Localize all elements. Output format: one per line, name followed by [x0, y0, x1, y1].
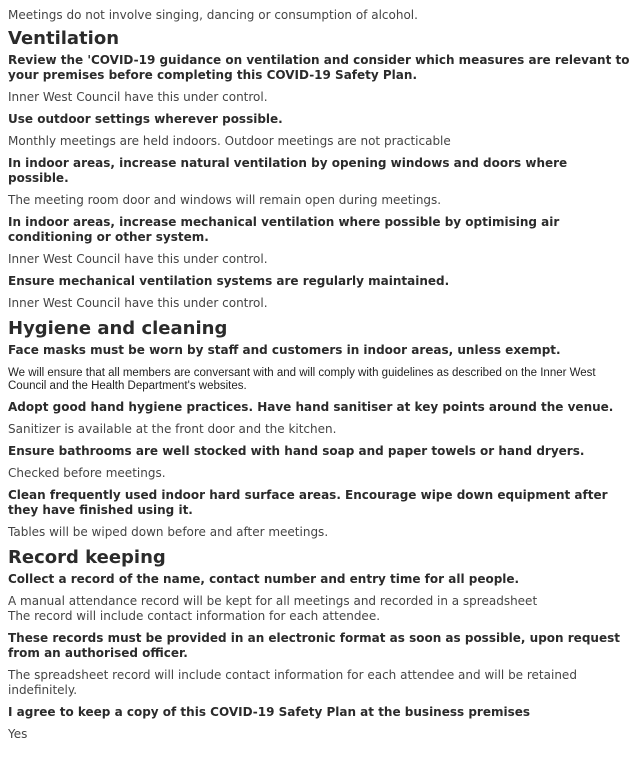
question: These records must be provided in an electronic format as soon as possible, upon request from an authorised officer.	[8, 631, 620, 660]
question: Adopt good hand hygiene practices. Have hand sanitiser at key points around the venue.	[8, 400, 614, 414]
section-title-hygiene: Hygiene and cleaning	[8, 318, 228, 339]
answer-line: A manual attendance record will be kept for all meetings and recorded in a spreadsheet	[8, 594, 538, 608]
answer	[8, 466, 630, 481]
question: Use outdoor settings wherever possible.	[8, 112, 283, 126]
question: Collect a record of the name, contact number and entry time for all people.	[8, 572, 520, 586]
answer	[8, 296, 630, 311]
question: Face masks must be worn by staff and customers in indoor areas, unless exempt.	[8, 343, 561, 357]
question: In indoor areas, increase natural ventilation by opening windows and doors where possible.	[8, 156, 568, 185]
answer-line: The meeting room door and windows will remain open during meetings.	[8, 193, 442, 207]
answer	[8, 90, 630, 105]
question: Ensure bathrooms are well stocked with hand soap and paper towels or hand dryers.	[8, 444, 585, 458]
answer-line: Sanitizer is available at the front door and the kitchen.	[8, 422, 337, 436]
answer-line: Inner West Council have this under control.	[8, 296, 268, 310]
answer-line: The record will include contact information for each attendee.	[8, 609, 381, 623]
question: I agree to keep a copy of this COVID-19 Safety Plan at the business premises	[8, 705, 531, 719]
answer	[8, 525, 630, 540]
answer-line: Yes	[8, 727, 28, 741]
answer	[8, 668, 630, 698]
answer	[8, 252, 630, 267]
answer-line: Checked before meetings.	[8, 466, 166, 480]
section-title-record-keeping: Record keeping	[8, 547, 166, 568]
answer-line: The spreadsheet record will include contact information for each attendee and will be retained indefinitely.	[8, 668, 577, 697]
answer	[8, 422, 630, 437]
answer	[8, 727, 630, 742]
answer-line: Tables will be wiped down before and after meetings.	[8, 525, 329, 539]
question: Review the 'COVID-19 guidance on ventilation and consider which measures are relevant to your premises before completing this COVID-19 Safety Plan.	[8, 53, 630, 82]
answer-line: We will ensure that all members are conversant with and will comply with guidelines as described on the Inner West Council and the Health Department's websites.	[8, 367, 596, 392]
question: In indoor areas, increase mechanical ventilation where possible by optimising air conditioning or other system.	[8, 215, 560, 244]
question: Clean frequently used indoor hard surface areas. Encourage wipe down equipment after they have finished using it.	[8, 488, 608, 517]
question: Ensure mechanical ventilation systems are regularly maintained.	[8, 274, 450, 288]
answer	[8, 193, 630, 208]
answer	[8, 367, 630, 393]
safety-plan-page	[8, 0, 630, 749]
answer	[8, 594, 630, 624]
answer-line: Inner West Council have this under control.	[8, 252, 268, 266]
answer-line: Inner West Council have this under control.	[8, 90, 268, 104]
answer-line: Monthly meetings are held indoors. Outdoor meetings are not practicable	[8, 134, 451, 148]
intro-text: Meetings do not involve singing, dancing or consumption of alcohol.	[8, 8, 418, 22]
section-title-ventilation: Ventilation	[8, 28, 120, 49]
answer	[8, 134, 630, 149]
